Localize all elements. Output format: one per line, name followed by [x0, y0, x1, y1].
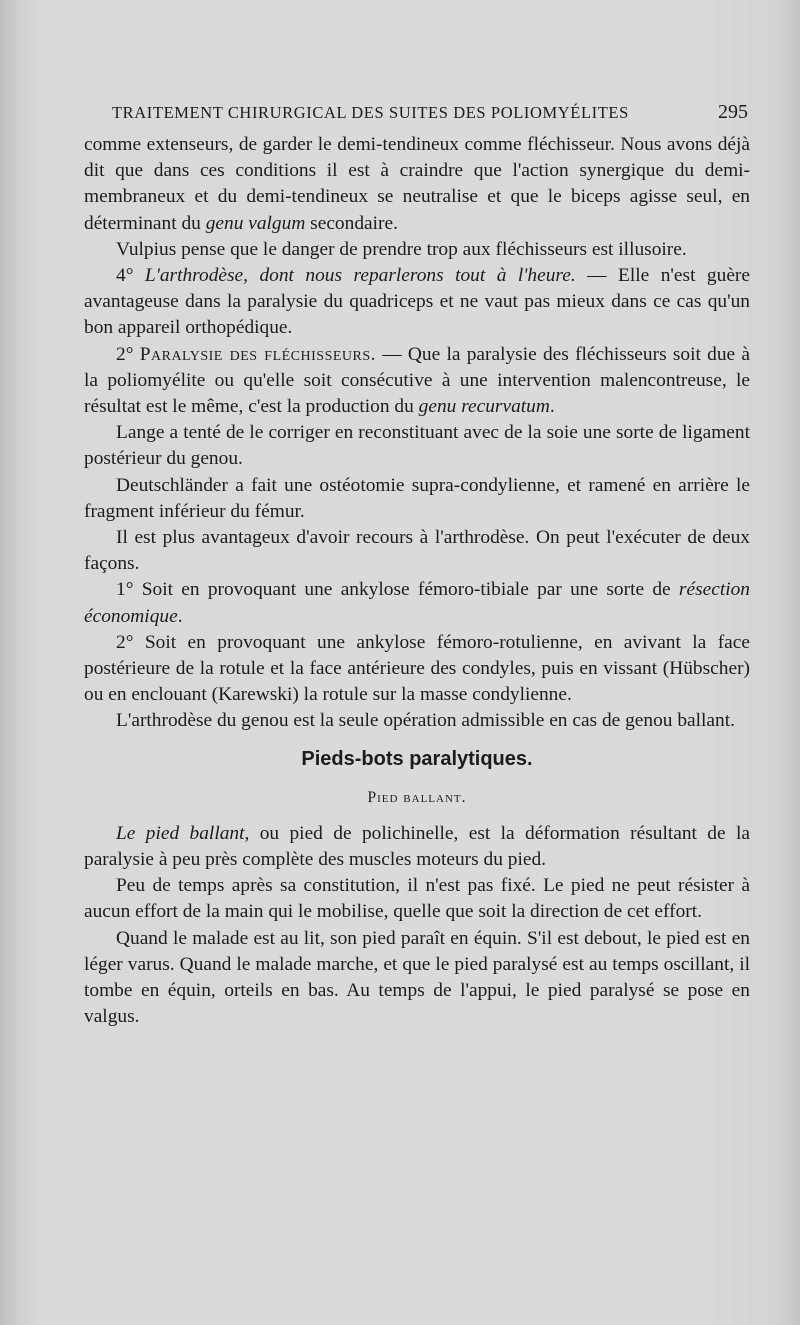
- paragraph-deutschlander: Deutschländer a fait une ostéotomie supra-condylienne, et ramené en arrière le fragment inférieur du fémur.: [84, 474, 750, 522]
- subsection-title: Pied ballant.: [367, 788, 467, 806]
- paragraph-constitution: Peu de temps après sa constitution, il n'est pas fixé. Le pied ne peut résister à aucun effort de la main qui le mobilise, quelle que soit la direction de cet effort.: [84, 875, 750, 923]
- paragraph-genou-ballant: L'arthrodèse du genou est la seule opération admissible en cas de genou ballant.: [116, 710, 735, 732]
- paragraph-vulpius: Vulpius pense que le danger de prendre trop aux fléchisseurs est illusoire.: [116, 238, 687, 260]
- paragraph-option-2: 2° Soit en provoquant une ankylose fémoro-rotulienne, en avivant la face postérieure de la rotule et la face antérieure des condyles, puis en vissant (Hübscher) ou en enclouant (Karewski) la rotule sur la masse condylienne.: [84, 631, 750, 706]
- section-heading-paralysie-flechisseurs: Paralysie des fléchisseurs.: [139, 343, 376, 365]
- term-genu-valgum: genu valgum: [205, 212, 306, 234]
- running-title: TRAITEMENT CHIRURGICAL DES SUITES DES POLIOMYÉLITES: [112, 103, 629, 122]
- term-pied-ballant: Le pied ballant: [116, 822, 245, 844]
- paragraph-arthrodese-item: 4° L'arthrodèse, dont nous reparlerons tout à l'heure. — Elle n'est guère avantageuse dans la paralysie du quadriceps et ne vaut pas mieux dans ce cas qu'un bon appareil orthopédique.: [84, 265, 750, 339]
- paragraph-continuation: comme extenseurs, de garder le demi-tendineux comme fléchisseur. Nous avons déjà dit que dans ces conditions il est à craindre que l'action synergique du demi-membraneux et du demi-tendineux se neutralise et que le biceps agisse seul, en déterminant du genu valgum secondaire.: [84, 134, 750, 234]
- page-number: 295: [718, 101, 748, 123]
- section-title: Pieds-bots paralytiques.: [301, 747, 533, 770]
- paragraph-option-1: 1° Soit en provoquant une ankylose fémoro-tibiale par une sorte de résection économique.: [84, 579, 750, 627]
- paragraph-paralysie-flechisseurs: 2° Paralysie des fléchisseurs. — Que la paralysie des fléchisseurs soit due à la poliomyélite ou qu'elle soit consécutive à une intervention malencontreuse, le résultat est le même, c'est la production du genu recurvatum.: [84, 343, 751, 418]
- item-heading-arthrodese: L'arthrodèse, dont nous reparlerons tout à l'heure.: [144, 265, 576, 287]
- term-resection-economique: résection économique: [84, 579, 750, 627]
- paragraph-pied-ballant-definition: Le pied ballant, ou pied de polichinelle, est la déformation résultant de la paralysie à peu près complète des muscles moteurs du pied.: [84, 822, 750, 871]
- paragraph-malade-lit: Quand le malade est au lit, son pied paraît en équin. S'il est debout, le pied est en léger varus. Quand le malade marche, et que le pied paralysé est au temps oscillant, il tombe en équin, orteils en bas. Au temps de l'appui, le pied paralysé se pose en valgus.: [84, 927, 750, 1028]
- running-header: [112, 103, 748, 129]
- paragraph-arthrodese-avantage: Il est plus avantageux d'avoir recours à l'arthrodèse. On peut l'exécuter de deux façons.: [84, 527, 750, 575]
- body-text: [84, 132, 750, 1031]
- term-genu-recurvatum: genu recurvatum: [418, 396, 550, 418]
- paragraph-lange: Lange a tenté de le corriger en reconstituant avec de la soie une sorte de ligament postérieur du genou.: [84, 422, 750, 470]
